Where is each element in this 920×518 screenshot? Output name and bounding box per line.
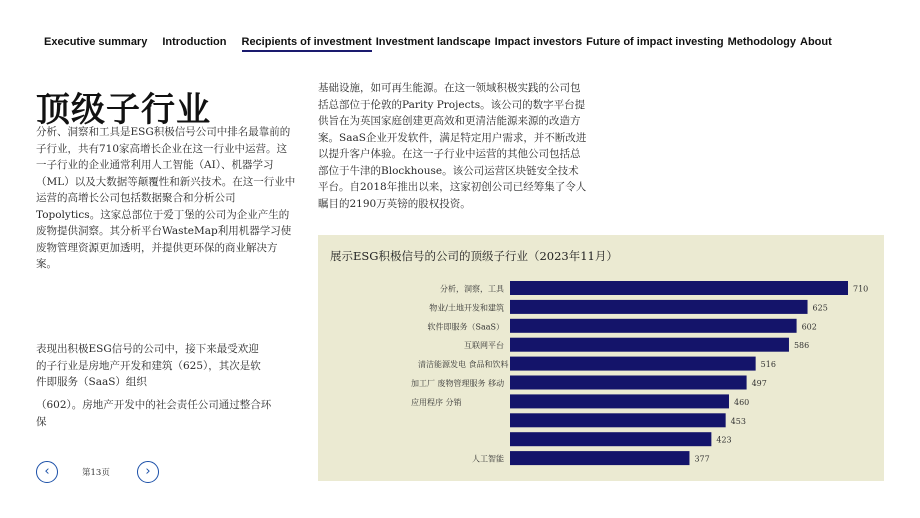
chart-category-label: 分析，洞察，工具 (440, 284, 504, 294)
page-title: 顶级子行业 (36, 90, 211, 130)
chart-bar (510, 338, 789, 352)
chart-bar (510, 300, 808, 314)
chart-data-label: 497 (751, 379, 767, 388)
chart-category-label: 互联网平台 (464, 341, 504, 351)
nav-introduction[interactable]: Introduction (162, 36, 227, 48)
chart-bar (510, 281, 848, 295)
chart-category-label: 人工智能 (472, 454, 504, 464)
chart-title: 展示ESG积极信号的公司的顶级子行业（2023年11月） (330, 249, 618, 263)
chart-bar (510, 451, 689, 465)
bar-chart (318, 235, 884, 481)
body-paragraph-1: 分析、洞察和工具是ESG积极信号公司中排名最靠前的子行业，共有710家高增长企业在这一行业中运营。这一子行业的企业通常利用人工智能（AI）、机器学习（ML）以及大数据等颠覆性和新兴技术。在这一行业中运营的高增长公司包括数据聚合和分析公司Topolytics。这家总部位于爱丁堡的公司为企业产生的废物提供洞察。其分析平台WasteMap利用机器学习使废物管理资源更加透明，并提供更环保的商业解决方案。 (36, 126, 296, 270)
chart-category-label: 软件即服务（SaaS） (427, 322, 504, 332)
chevron-left-icon: ‹ (44, 464, 50, 479)
chart-bar (510, 319, 797, 333)
previous-page-button[interactable] (36, 461, 58, 483)
chart-data-label: 602 (801, 322, 817, 332)
chart-bar (510, 432, 711, 446)
top-navigation (44, 36, 832, 54)
chevron-right-icon: › (145, 464, 151, 479)
nav-investment-landscape[interactable]: Investment landscape (375, 36, 491, 48)
next-page-button[interactable] (137, 461, 159, 483)
chart-category-label: 清洁能源发电 食品和饮料 (418, 360, 509, 370)
body-paragraph-2: 表现出积极ESG信号的公司中，接下来最受欢迎的子行业是房地产开发和建筑（625），其次是软件即服务（SaaS）组织 (36, 343, 261, 388)
chart-category-label: 加工厂 废物管理服务 移动 (411, 379, 505, 388)
chart-data-label: 625 (812, 303, 828, 313)
page-number: 第13页 (82, 468, 110, 478)
chart-bar (510, 394, 729, 408)
body-paragraph-4: 基础设施，如可再生能源。在这一领域积极实践的公司包括总部位于伦敦的Parity Projects。该公司的数字平台提供旨在为英国家庭创建更高效和更清洁能源来源的改造方案。SaaS企业开发软件，满足特定用户需求，并不断改进以提升客户体验。在这一子行业中运营的其他公司包括总部位于牛津的Blockhouse。该公司运营区块链安全技术平台。自2018年推出以来，这家初创公司已经筹集了令人瞩目的2190万英镑的股权投资。 (318, 82, 587, 210)
nav-future-of-impact-investing[interactable]: Future of impact investing (586, 36, 724, 48)
chart-data-label: 377 (694, 454, 710, 464)
chart-category-label: 应用程序 分销 (411, 397, 462, 407)
chart-data-label: 423 (716, 435, 732, 445)
chart-data-label: 710 (853, 284, 869, 294)
nav-recipients-of-investment[interactable]: Recipients of investment (242, 36, 372, 52)
nav-about[interactable]: About (800, 36, 832, 48)
nav-methodology[interactable]: Methodology (727, 36, 797, 48)
chart-bar (510, 357, 756, 371)
chart-data-label: 516 (760, 360, 776, 370)
chart-container (318, 235, 884, 481)
nav-impact-investors[interactable]: Impact investors (494, 36, 583, 48)
chart-category-label: 物业/土地开发和建筑 (429, 303, 504, 313)
chart-bar (510, 376, 747, 390)
body-paragraph-3: （602）。房地产开发中的社会责任公司通过整合环保 (36, 399, 272, 428)
nav-executive-summary[interactable]: Executive summary (44, 36, 148, 48)
chart-bar (510, 413, 726, 427)
chart-data-label: 586 (793, 341, 810, 351)
chart-data-label: 460 (733, 397, 750, 407)
chart-data-label: 453 (730, 416, 746, 426)
